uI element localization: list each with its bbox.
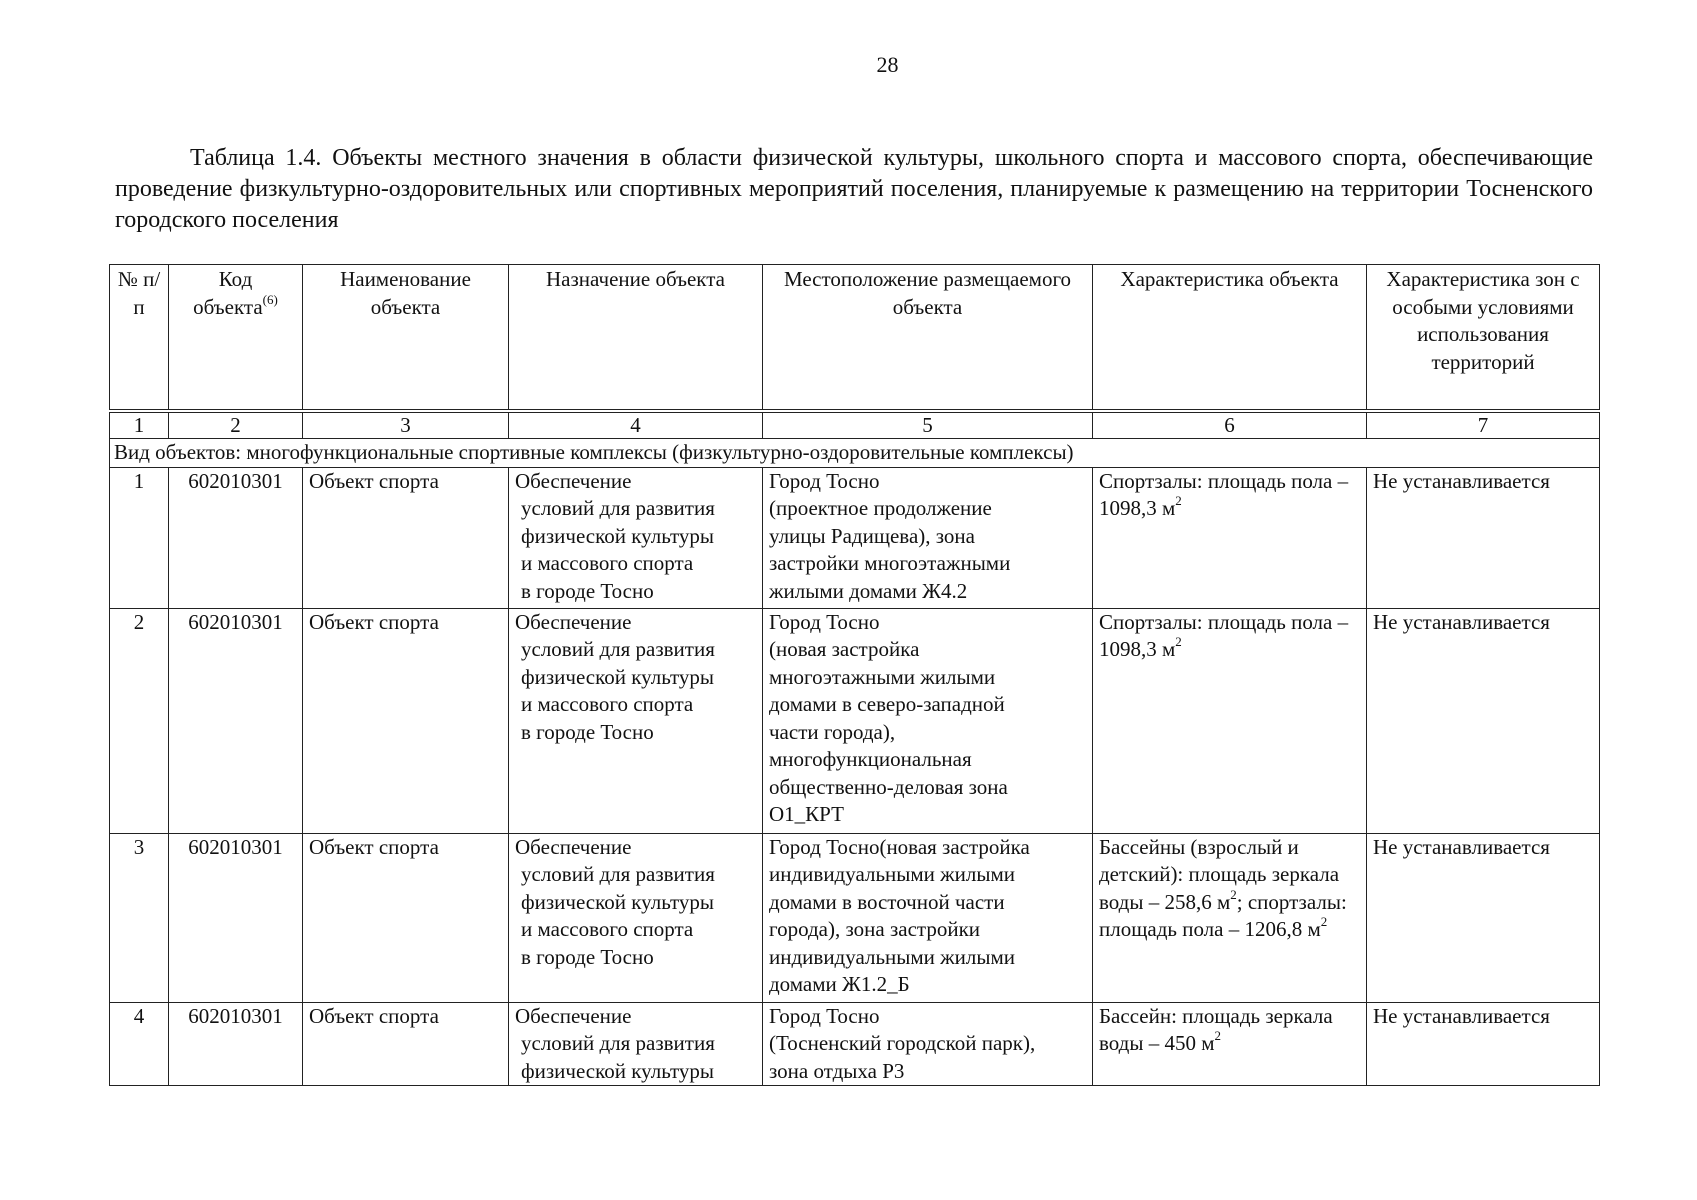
cell-zones: Не устанавливается <box>1367 467 1600 608</box>
cell-name: Объект спорта <box>303 608 509 833</box>
location-line: домами в восточной части <box>769 889 1005 914</box>
purpose-line: условий для развития <box>521 1031 715 1055</box>
purpose-line: Обеспечение <box>515 609 632 634</box>
cell-characteristic <box>1093 608 1367 833</box>
location-line: улицы Радищева), зона <box>769 523 975 548</box>
group-label: Вид объектов: многофункциональные спортивные комплексы (физкультурно-оздоровительные комплексы) <box>110 439 1600 468</box>
table-header-row <box>110 265 1600 412</box>
square-unit-superscript: 2 <box>1320 914 1328 929</box>
cell-characteristic <box>1093 1002 1367 1086</box>
location-line: индивидуальными жилыми <box>769 862 1016 886</box>
column-number: 2 <box>169 411 303 439</box>
location-line: (новая застройка <box>769 637 920 661</box>
cell-code: 602010301 <box>169 467 303 608</box>
header-characteristic: Характеристика объекта <box>1093 265 1367 412</box>
purpose-line: Обеспечение <box>515 468 632 493</box>
characteristic-text: Бассейны (взрослый и детский): площадь зеркала воды – 258,6 м <box>1099 834 1340 914</box>
header-no: № п/п <box>110 265 169 412</box>
cell-location <box>763 1002 1093 1086</box>
purpose-line: и массового спорта <box>521 917 694 941</box>
location-line: домами Ж1.2_Б <box>769 972 910 996</box>
table-caption: Таблица 1.4. Объекты местного значения в области физической культуры, школьного спорта и массового спорта, обеспечивающие проведение физкультурно-оздоровительных или спортивных мероприятий поселения, планируемые к размещению на территории Тосненского городского поселения <box>115 145 1593 233</box>
purpose-line: Обеспечение <box>515 1003 632 1028</box>
header-location: Местоположение размещаемого объекта <box>763 265 1093 412</box>
objects-table <box>109 264 1600 1086</box>
square-unit-superscript: 2 <box>1214 1028 1221 1043</box>
page-number: 28 <box>876 52 899 77</box>
column-number: 6 <box>1093 411 1367 439</box>
column-number: 3 <box>303 411 509 439</box>
column-number: 5 <box>763 411 1093 439</box>
location-line: многофункциональная <box>769 747 972 771</box>
purpose-line: в городе Тосно <box>521 944 654 969</box>
column-number: 1 <box>110 411 169 439</box>
table-body <box>110 467 1600 1086</box>
cell-zones: Не устанавливается <box>1367 608 1600 833</box>
header-zones: Характеристика зон с особыми условиями использования территорий <box>1367 265 1600 412</box>
location-line: Город Тосно(новая застройка <box>769 834 1030 859</box>
cell-purpose <box>509 467 763 608</box>
purpose-line: условий для развития <box>521 862 715 886</box>
location-line: Город Тосно <box>769 1003 880 1028</box>
cell-purpose <box>509 1002 763 1086</box>
location-line: общественно-деловая зона <box>769 774 1008 799</box>
cell-location <box>763 467 1093 608</box>
purpose-line: физической культуры <box>521 1058 714 1083</box>
cell-purpose <box>509 833 763 1002</box>
purpose-line: в городе Тосно <box>521 578 654 603</box>
cell-no: 2 <box>110 608 169 833</box>
purpose-line: в городе Тосно <box>521 719 654 744</box>
square-unit-superscript: 2 <box>1175 493 1182 508</box>
location-line: города), зона застройки <box>769 917 981 941</box>
purpose-line: физической культуры <box>521 523 714 548</box>
cell-name: Объект спорта <box>303 833 509 1002</box>
location-line: индивидуальными жилыми <box>769 944 1016 969</box>
cell-location <box>763 608 1093 833</box>
cell-characteristic <box>1093 833 1367 1002</box>
location-line: О1_КРТ <box>769 802 844 826</box>
cell-zones: Не устанавливается <box>1367 1002 1600 1086</box>
header-code <box>169 265 303 412</box>
cell-name: Объект спорта <box>303 1002 509 1086</box>
cell-no: 4 <box>110 1002 169 1086</box>
cell-characteristic <box>1093 467 1367 608</box>
header-purpose: Назначение объекта <box>509 265 763 412</box>
location-line: (проектное продолжение <box>769 496 992 520</box>
location-line: зона отдыха Р3 <box>769 1058 905 1083</box>
cell-code: 602010301 <box>169 1002 303 1086</box>
column-number: 4 <box>509 411 763 439</box>
cell-no: 1 <box>110 467 169 608</box>
header-code-footnote: (6) <box>262 291 278 307</box>
location-line: застройки многоэтажными <box>769 551 1011 575</box>
purpose-line: физической культуры <box>521 664 714 689</box>
purpose-line: и массового спорта <box>521 551 694 575</box>
location-line: жилыми домами Ж4.2 <box>769 578 968 603</box>
characteristic-text: Спортзалы: площадь пола – 1098,3 м <box>1099 609 1349 661</box>
location-line: домами в северо-западной <box>769 692 1005 716</box>
cell-purpose <box>509 608 763 833</box>
location-line: Город Тосно <box>769 468 880 493</box>
column-number-row <box>110 411 1600 439</box>
location-line: (Тосненский городской парк), <box>769 1031 1036 1055</box>
characteristic-text: Бассейн: площадь зеркала воды – 450 м <box>1099 1003 1333 1055</box>
header-code-text: Код объекта <box>193 267 263 319</box>
group-row <box>110 439 1600 468</box>
location-line: Город Тосно <box>769 609 880 634</box>
location-line: многоэтажными жилыми <box>769 664 996 689</box>
square-unit-superscript: 2 <box>1175 634 1182 649</box>
cell-code: 602010301 <box>169 608 303 833</box>
table-row <box>110 1002 1600 1086</box>
purpose-line: условий для развития <box>521 637 715 661</box>
cell-no: 3 <box>110 833 169 1002</box>
table-row <box>110 833 1600 1002</box>
purpose-line: и массового спорта <box>521 692 694 716</box>
characteristic-text: ; спортзалы: площадь пола – 1206,8 м <box>1099 889 1347 941</box>
purpose-line: условий для развития <box>521 496 715 520</box>
cell-zones: Не устанавливается <box>1367 833 1600 1002</box>
square-unit-superscript: 2 <box>1230 886 1237 902</box>
cell-code: 602010301 <box>169 833 303 1002</box>
location-line: части города), <box>769 719 896 744</box>
table-row <box>110 608 1600 833</box>
header-name: Наименование объекта <box>303 265 509 412</box>
cell-name: Объект спорта <box>303 467 509 608</box>
purpose-line: Обеспечение <box>515 834 632 859</box>
table-row <box>110 467 1600 608</box>
characteristic-text: Спортзалы: площадь пола – 1098,3 м <box>1099 468 1349 520</box>
purpose-line: физической культуры <box>521 889 714 914</box>
column-number: 7 <box>1367 411 1600 439</box>
cell-location <box>763 833 1093 1002</box>
